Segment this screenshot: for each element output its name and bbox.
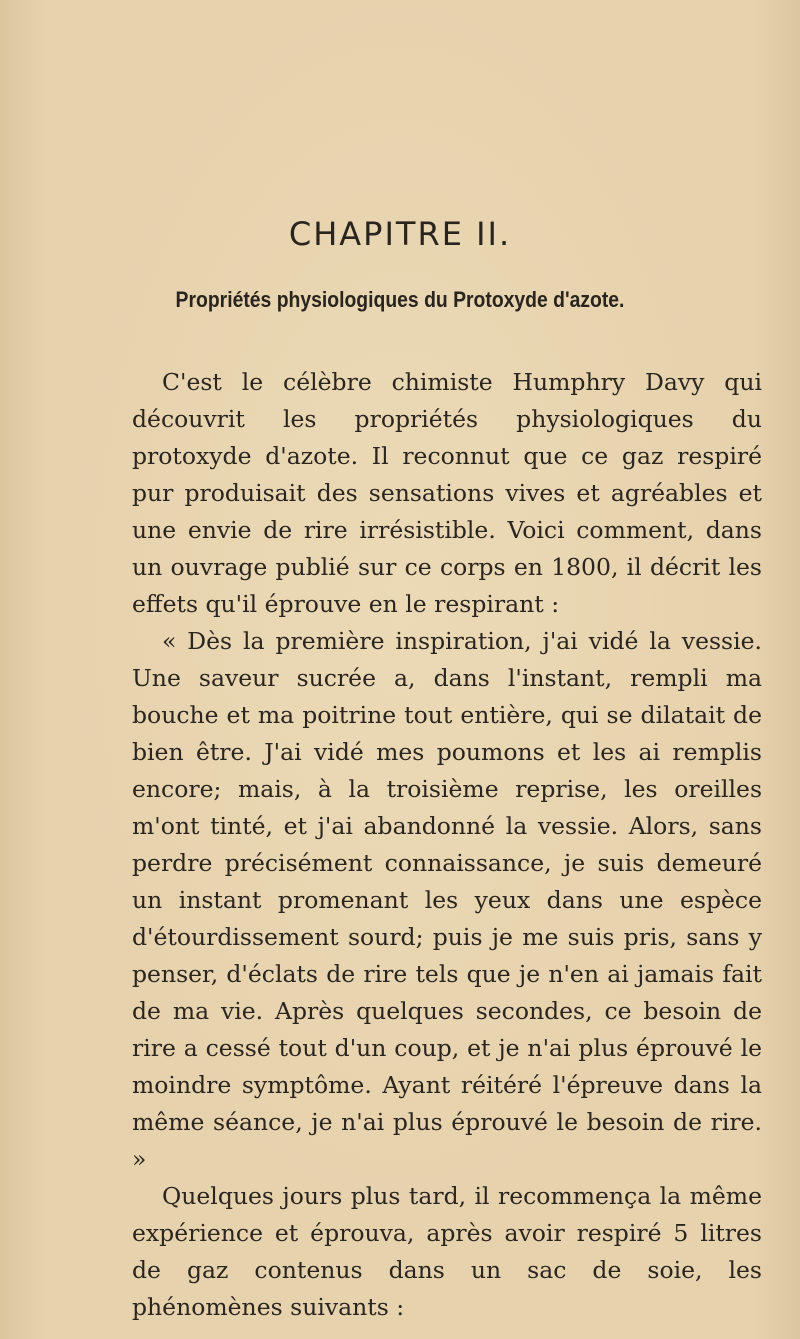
chapter-title: CHAPITRE II.	[288, 215, 512, 253]
paragraph-intro: C'est le célèbre chimiste Humphry Davy qui découvrit les propriétés physiologiques du protoxyde d'azote. Il reconnut que ce gaz respiré pur produisait des sensations vives et agréables et une envie de rire irrésistible. Voici comment, dans un ouvrage publié sur ce corps en 1800, il décrit les effets qu'il éprouve en le respirant :	[132, 368, 762, 618]
body-text	[132, 364, 762, 1326]
section-title: Propriétés physiologiques du Protoxyde d'azote.	[175, 287, 625, 312]
paragraph-quote: « Dès la première inspiration, j'ai vidé la vessie. Une saveur sucrée a, dans l'instant, rempli ma bouche et ma poitrine tout entière, qui se dilatait de bien être. J'ai vidé mes poumons et les ai remplis encore; mais, à la troisième reprise, les oreilles m'ont tinté, et j'ai abandonné la vessie. Alors, sans perdre précisément connaissance, je suis demeuré un instant promenant les yeux dans une espèce d'étourdissement sourd; puis je me suis pris, sans y penser, d'éclats de rire tels que je n'en ai jamais fait de ma vie. Après quelques secondes, ce besoin de rire a cessé tout d'un coup, et je n'ai plus éprouvé le moindre symptôme. Ayant réitéré l'épreuve dans la même séance, je n'ai plus éprouvé le besoin de rire. »	[132, 627, 762, 1173]
paragraph-followup: Quelques jours plus tard, il recommença la même expérience et éprouva, après avoir respiré 5 litres de gaz contenus dans un sac de soie, les phénomènes suivants :	[132, 1182, 762, 1321]
